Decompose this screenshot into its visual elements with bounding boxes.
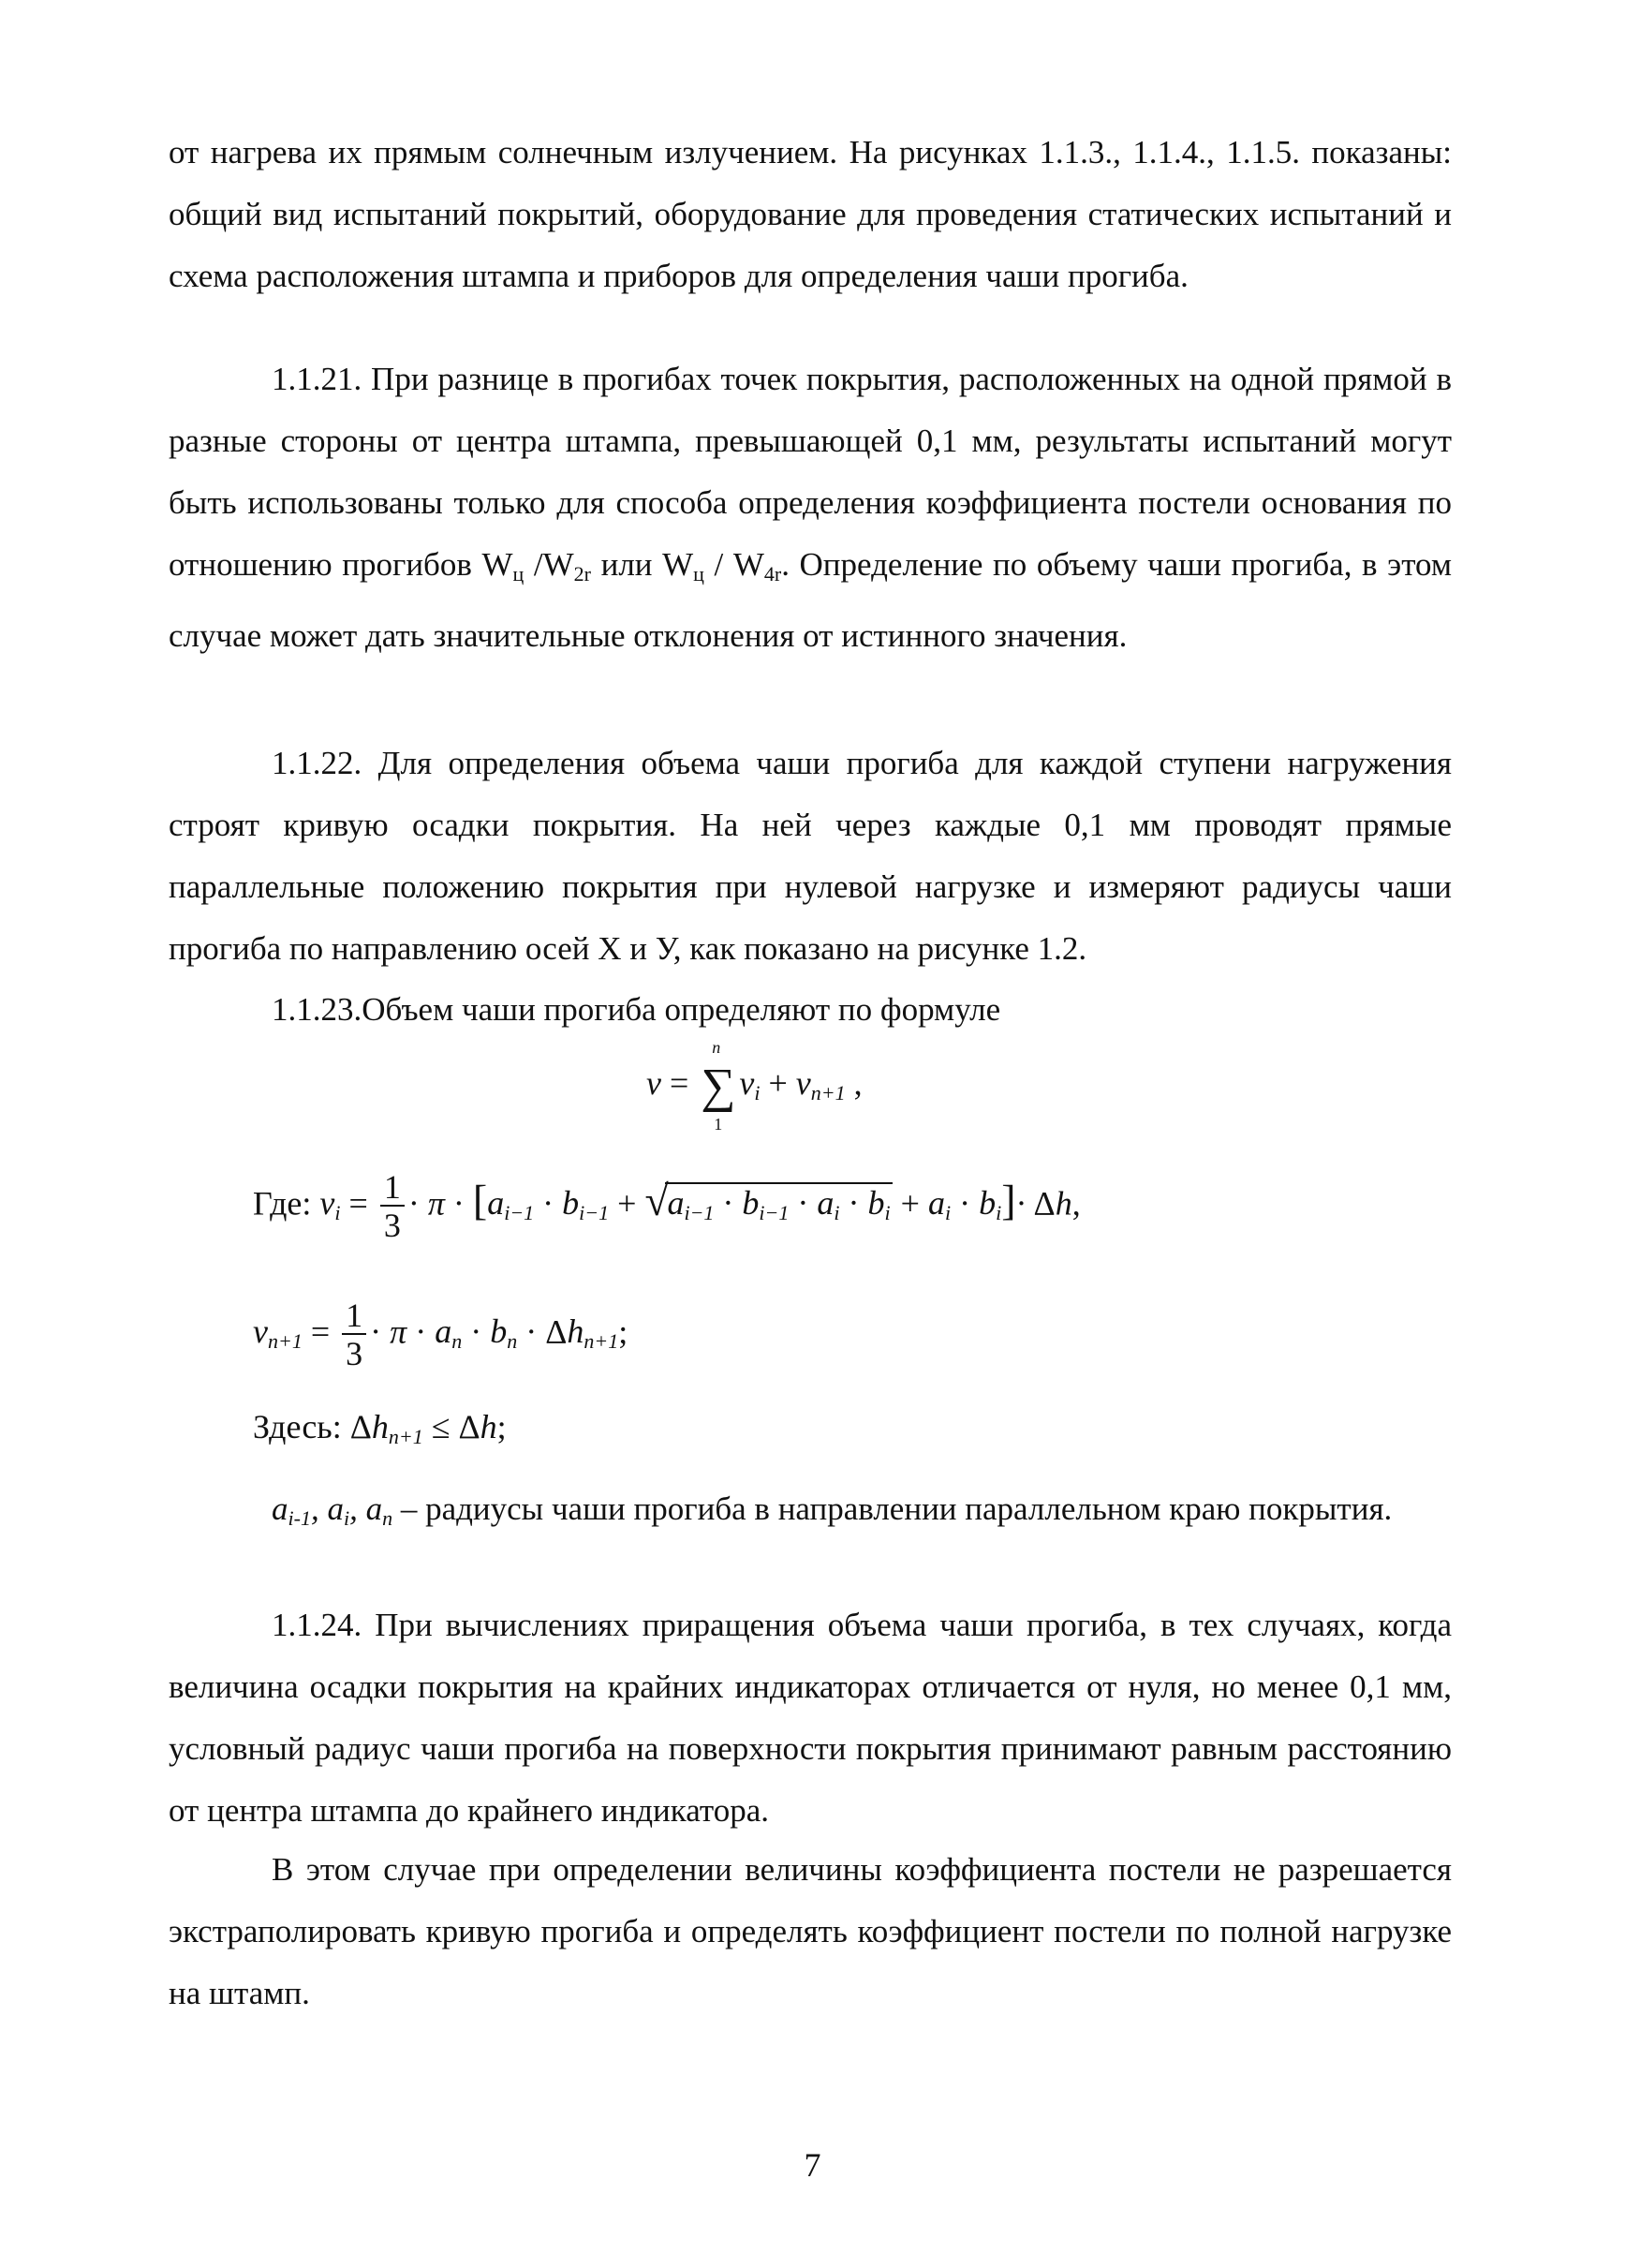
page-number: 7: [804, 2146, 821, 2184]
formula-condition: Здесь: $\Delta h_{n+1} \le \Delta h$;: [253, 1408, 507, 1448]
formula-vn1: $v_{n+1}$ = $\frac{1}{3}$ · $\pi \cdot a_n \cdot b_n \cdot \Delta h_{n+1}$;: [253, 1297, 628, 1372]
formula-vi: Где: $v_i$ = $\frac{1}{3}$ · $\pi \cdot [a_{i-1} \cdot b_{i-1}$ + √ $a_{i-1} \cdot b_{i-1} \cdot a_i \cdot b_i + a_i \cdot b_i]\cdot \Delta h$,: [253, 1168, 1081, 1244]
paragraph-extrapolation: В этом случае при определении величины коэффициента постели не разрешается экстраполировать кривую прогиба и определять коэффициент постели по полной нагрузке на штамп.: [169, 1851, 1452, 2011]
paragraph-intro: от нагрева их прямым солнечным излучением. На рисунках 1.1.3., 1.1.4., 1.1.5. показаны: общий вид испытаний покрытий, оборудование для проведения статических испытаний и схема расположения штампа и приборов для определения чаши прогиба.: [169, 134, 1452, 294]
paragraph-1-1-23: 1.1.23.Объем чаши прогиба определяют по формуле: [272, 991, 1001, 1028]
paragraph-radii: $a_{i-1}$, $a_i$, $a_n$ – радиусы чаши прогиба в направлении параллельном краю покрытия.: [272, 1490, 1393, 1530]
paragraph-1-1-21: 1.1.21. При разнице в прогибах точек покрытия, расположенных на одной прямой в разные стороны от центра штампа, превышающей 0,1 мм, результаты испытаний могут быть использованы только для способа определения коэффициента постели основания по отношению прогибов $W_ц$ $/W_{2r}$ или $W_ц / W_{4r}$. Определение по объему чаши прогиба, в этом случае может дать значительные отклонения от истинного значения.: [169, 361, 1453, 654]
paragraph-1-1-22: 1.1.22. Для определения объема чаши прогиба для каждой ступени нагружения строят кривую осадки покрытия. На ней через каждые 0,1 мм проводят прямые параллельные положению покрытия при нулевой нагрузке и измеряют радиусы чаши прогиба по направлению осей X и У, как показано на рисунке 1.2.: [169, 745, 1452, 967]
paragraph-1-1-24: 1.1.24. При вычислениях приращения объема чаши прогиба, в тех случаях, когда величина осадки покрытия на крайних индикаторах отличается от нуля, но менее 0,1 мм, условный радиус чаши прогиба на поверхности покрытия принимают равным расстоянию от центра штампа до крайнего индикатора.: [169, 1607, 1452, 1829]
where-label: Где:: [253, 1184, 312, 1223]
formula-volume-sum: v = ∑ n 1 $v_i + v_{n+1}$ ,: [646, 1038, 863, 1134]
here-label: Здесь:: [253, 1408, 342, 1445]
